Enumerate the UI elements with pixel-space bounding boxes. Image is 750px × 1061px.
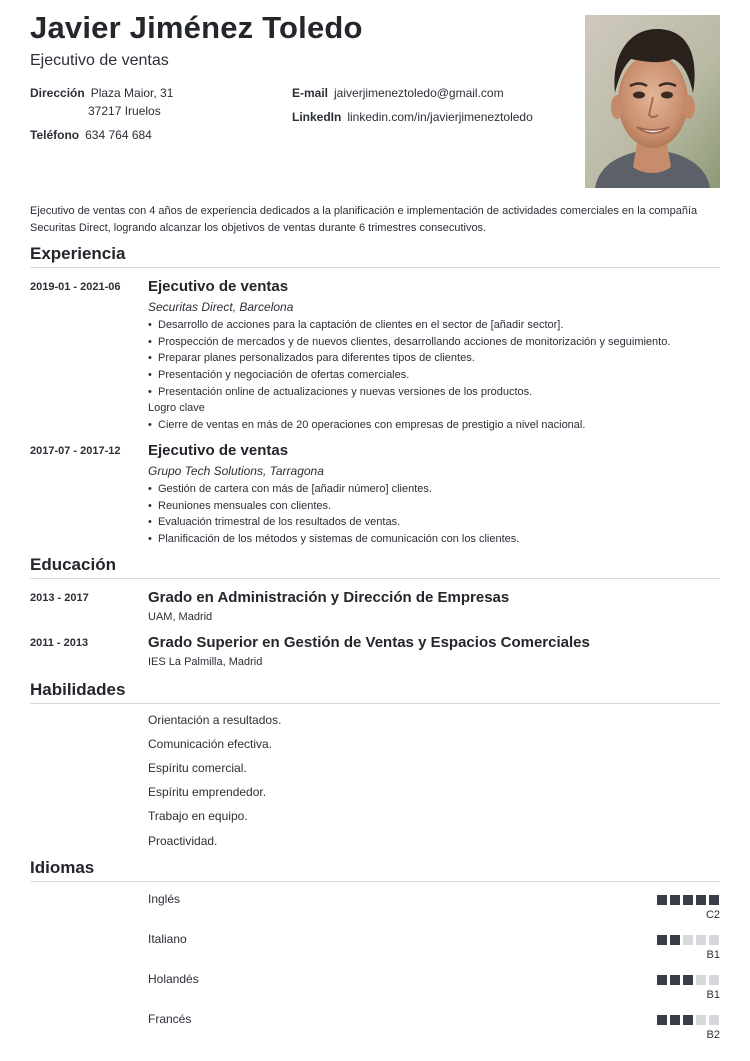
- profile-summary: Ejecutivo de ventas con 4 años de experiencia dedicados a la planificación e implementación de actividades comerciales en la compañía Securitas Direct, logrando alcanzar los objetivos de ventas durante 6 trimestres consecutivos.: [30, 205, 698, 234]
- education-school: IES La Palmilla, Madrid: [148, 656, 263, 668]
- list-item: • Reuniones mensuales con clientes.: [148, 498, 519, 515]
- rating-square-empty: [696, 1015, 706, 1025]
- list-item: • Presentación y negociación de ofertas comerciales.: [148, 367, 670, 384]
- section-skills: [30, 680, 720, 704]
- address-label: Dirección: [30, 86, 85, 100]
- linkedin-label: LinkedIn: [292, 110, 342, 124]
- rating-square-filled: [696, 895, 706, 905]
- rating-square-empty: [709, 1015, 719, 1025]
- rating-square-filled: [683, 975, 693, 985]
- key-achievement-label: Logro clave: [148, 402, 205, 415]
- rating-square-filled: [670, 1015, 680, 1025]
- email-label: E-mail: [292, 86, 329, 100]
- rating-square-filled: [657, 935, 667, 945]
- experience-role: Ejecutivo de ventas: [148, 278, 289, 295]
- experience-bullets: [148, 317, 670, 434]
- skill-item: Espíritu emprendedor.: [148, 785, 267, 799]
- language-name: Holandés: [148, 972, 199, 986]
- key-achievement: • Cierre de ventas en más de 20 operaciones con empresas de prestigio a nivel nacional.: [148, 417, 670, 434]
- rating-square-empty: [696, 975, 706, 985]
- section-education: [30, 555, 720, 579]
- section-title-education: Educación: [30, 555, 116, 574]
- education-dates: 2011 - 2013: [30, 637, 89, 649]
- candidate-name: Javier Jiménez Toledo: [30, 10, 363, 45]
- education-degree: Grado en Administración y Dirección de Empresas: [148, 589, 510, 606]
- section-title-skills: Habilidades: [30, 680, 126, 699]
- rating-square-empty: [709, 975, 719, 985]
- education-degree: Grado Superior en Gestión de Ventas y Espacios Comerciales: [148, 634, 590, 651]
- experience-company: Grupo Tech Solutions, Tarragona: [148, 464, 324, 478]
- list-item: • Presentación online de actualizaciones y nuevas versiones de los productos.: [148, 384, 670, 401]
- address-value: Plaza Maior, 31: [90, 86, 174, 100]
- rating-square-filled: [683, 895, 693, 905]
- address-line-2: 37217 Iruelos: [88, 104, 161, 118]
- phone-value: 634 764 684: [85, 128, 152, 142]
- section-languages: [30, 858, 720, 882]
- rating-square-empty: [683, 935, 693, 945]
- list-item: • Evaluación trimestral de los resultados de ventas.: [148, 514, 519, 531]
- skill-item: Orientación a resultados.: [148, 713, 282, 727]
- skill-item: Comunicación efectiva.: [148, 737, 273, 751]
- section-title-languages: Idiomas: [30, 858, 95, 877]
- rating-square-filled: [670, 935, 680, 945]
- rating-square-empty: [696, 935, 706, 945]
- rating-square-filled: [657, 1015, 667, 1025]
- linkedin-value[interactable]: linkedin.com/in/javierjimeneztoledo: [347, 110, 533, 124]
- section-title-experience: Experiencia: [30, 244, 126, 263]
- address-line-1: [30, 86, 173, 100]
- list-item: • Gestión de cartera con más de [añadir número] clientes.: [148, 481, 519, 498]
- portrait-image: [585, 15, 720, 188]
- education-dates: 2013 - 2017: [30, 592, 89, 604]
- rating-square-empty: [709, 935, 719, 945]
- list-item: • Prospección de mercados y de nuevos clientes, desarrollando acciones de monitorización y seguimiento.: [148, 334, 670, 351]
- language-level: B1: [706, 949, 720, 961]
- language-name: Francés: [148, 1012, 192, 1026]
- education-school: UAM, Madrid: [148, 611, 213, 623]
- language-level: C2: [705, 909, 720, 921]
- list-item: • Planificación de los métodos y sistemas de comunicación con los clientes.: [148, 531, 519, 548]
- experience-dates: 2017-07 - 2017-12: [30, 445, 121, 457]
- list-item: • Preparar planes personalizados para diferentes tipos de clientes.: [148, 350, 670, 367]
- email: [292, 86, 504, 100]
- rating-square-filled: [657, 975, 667, 985]
- language-name: Inglés: [148, 892, 181, 906]
- experience-dates: 2019-01 - 2021-06: [30, 281, 121, 293]
- section-experience: [30, 244, 720, 268]
- skill-item: Proactividad.: [148, 834, 218, 848]
- experience-bullets: [148, 481, 519, 548]
- candidate-title: Ejecutivo de ventas: [30, 52, 169, 69]
- language-name: Italiano: [148, 932, 187, 946]
- skill-item: Espíritu comercial.: [148, 761, 247, 775]
- phone: [30, 128, 152, 142]
- linkedin: [292, 110, 533, 124]
- rating-square-filled: [670, 975, 680, 985]
- phone-label: Teléfono: [30, 128, 80, 142]
- rating-square-filled: [670, 895, 680, 905]
- experience-company: Securitas Direct, Barcelona: [148, 300, 294, 314]
- experience-role: Ejecutivo de ventas: [148, 442, 289, 459]
- rating-square-filled: [709, 895, 719, 905]
- email-value[interactable]: jaiverjimeneztoledo@gmail.com: [334, 86, 504, 100]
- rating-square-filled: [657, 895, 667, 905]
- profile-photo: [585, 15, 720, 188]
- skill-item: Trabajo en equipo.: [148, 809, 248, 823]
- language-level: B1: [706, 989, 720, 1001]
- rating-square-filled: [683, 1015, 693, 1025]
- language-level: B2: [706, 1029, 720, 1041]
- list-item: • Desarrollo de acciones para la captación de clientes en el sector de [añadir sector].: [148, 317, 670, 334]
